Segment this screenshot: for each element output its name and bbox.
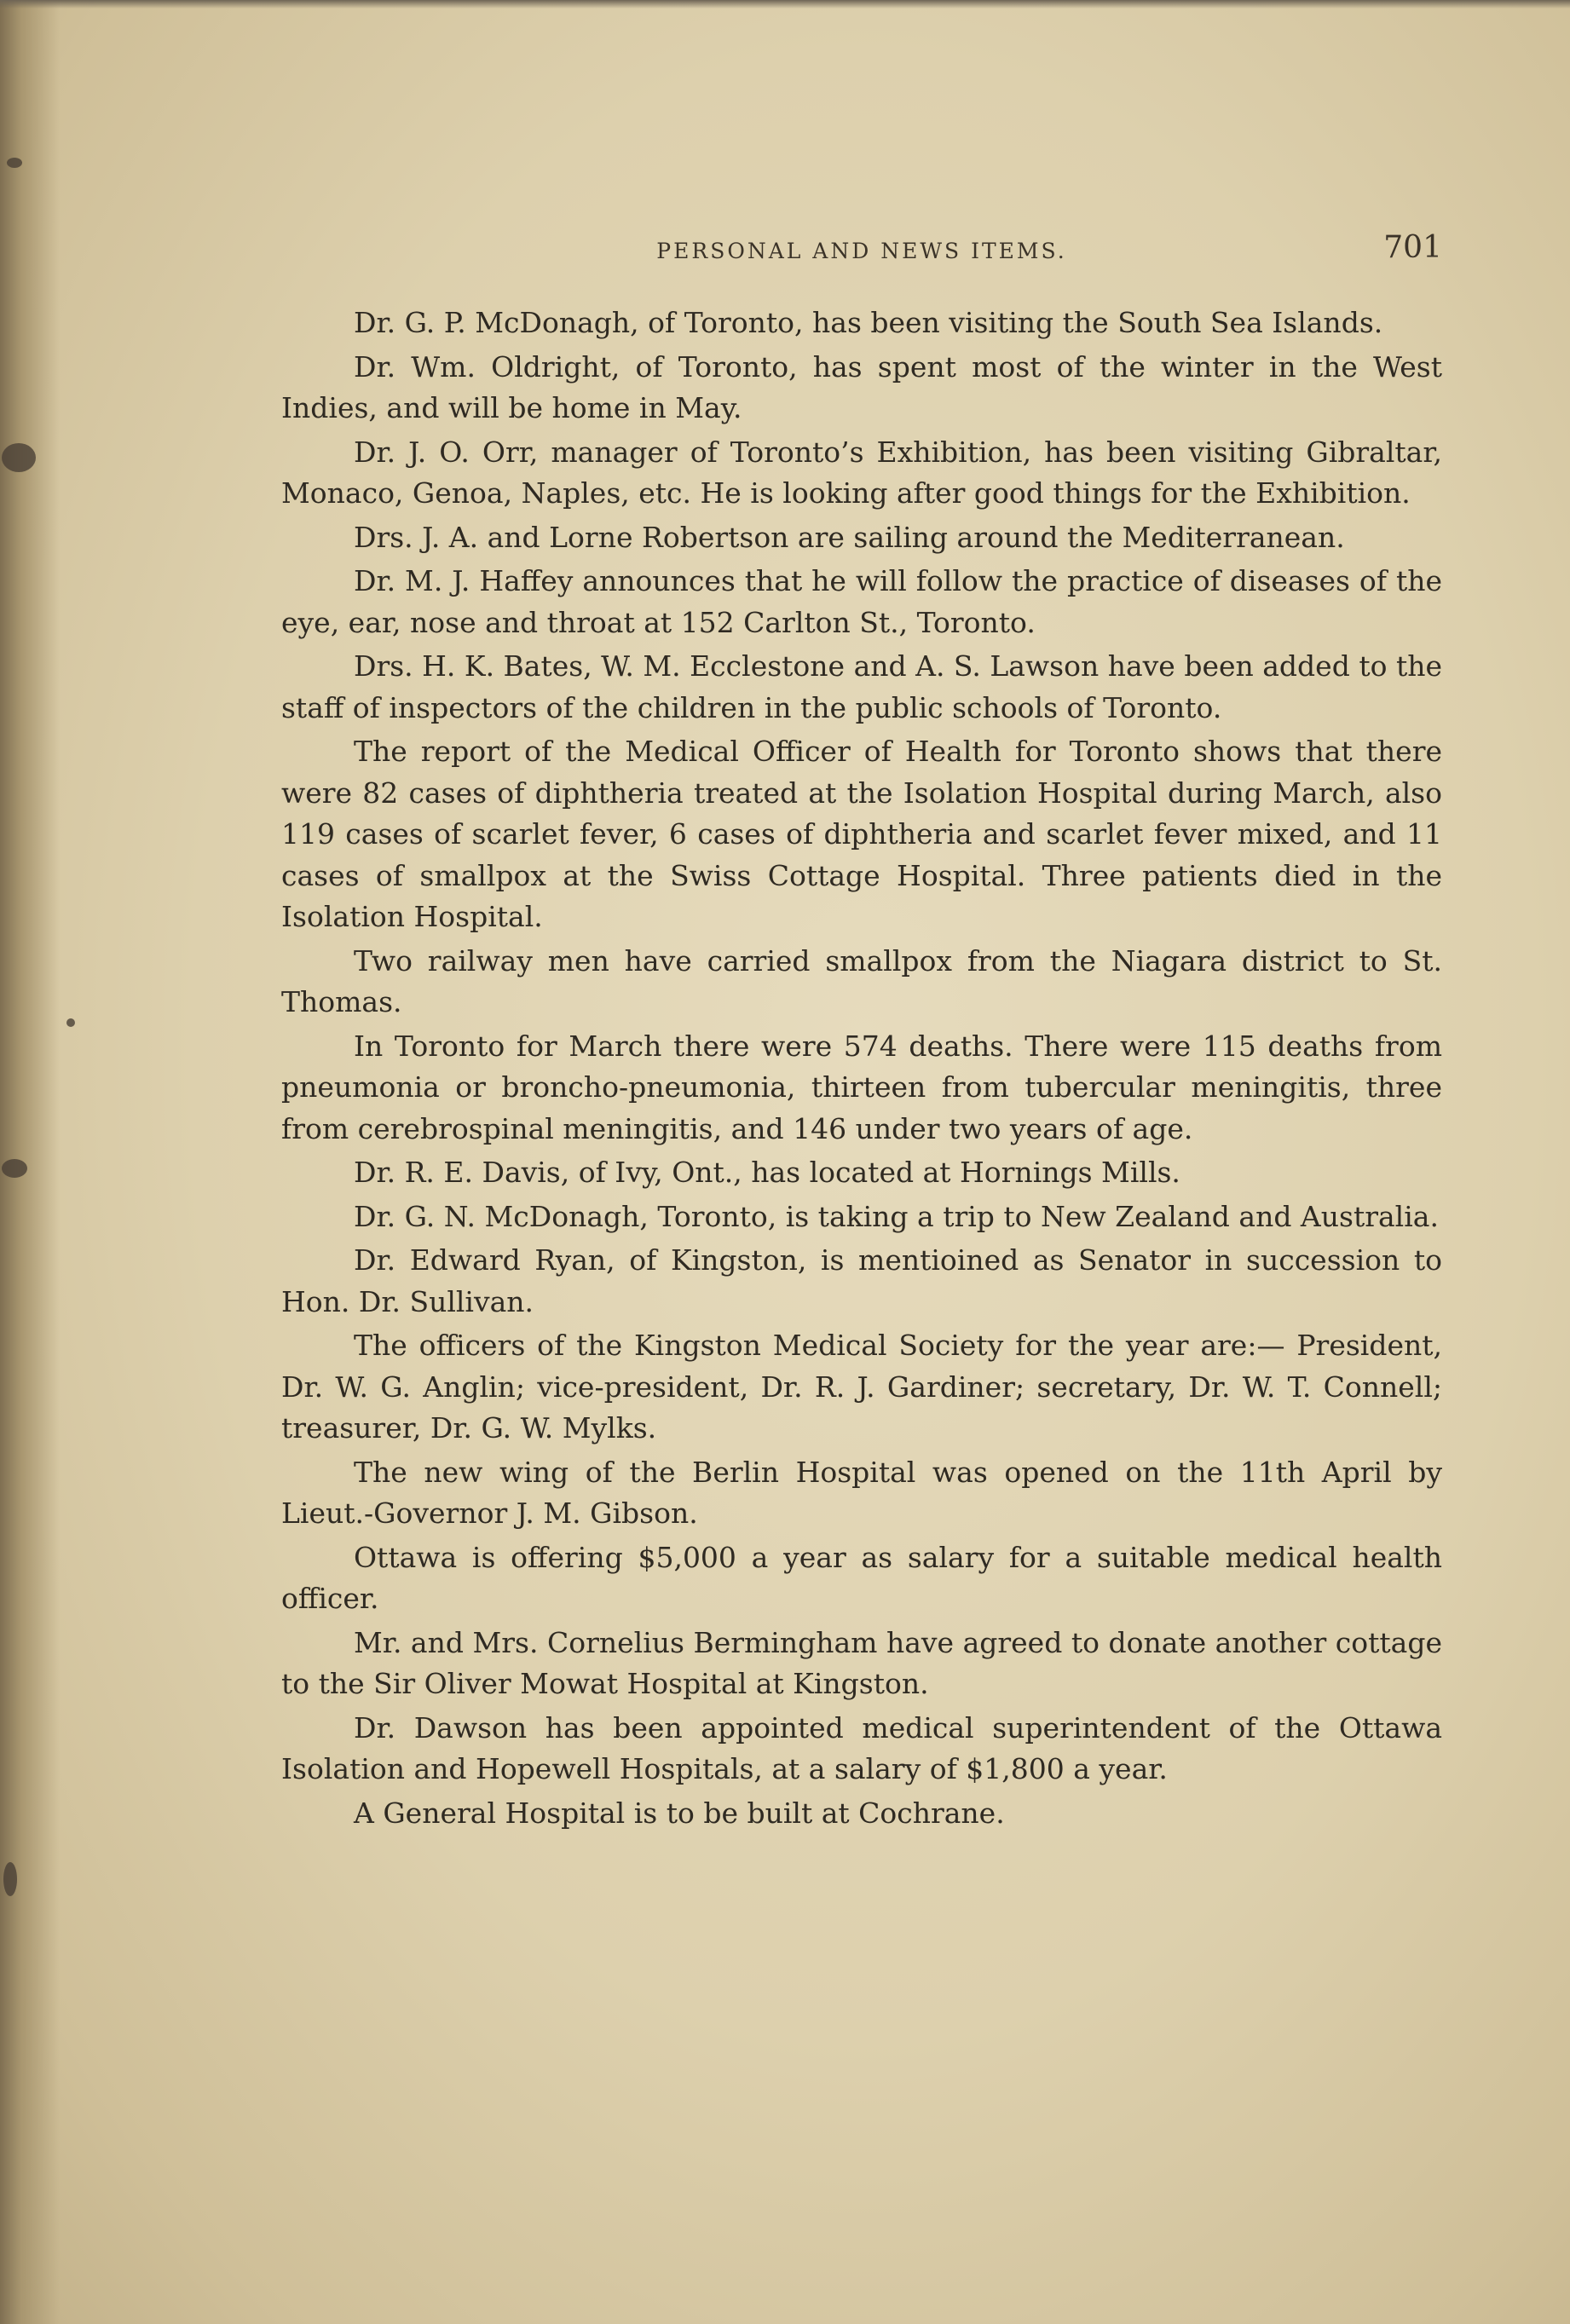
page-number: 701 bbox=[1383, 230, 1442, 265]
news-item: Ottawa is offering $5,000 a year as salary for a suitable medical health officer. bbox=[281, 1540, 1442, 1615]
news-item: Drs. H. K. Bates, W. M. Ecclestone and A. S. Lawson have been added to the staff of inspectors of the children in the public schools of Toronto. bbox=[281, 649, 1442, 724]
news-item: Dr. J. O. Orr, manager of Toronto’s Exhibition, has been visiting Gibraltar, Monaco, Genoa, Naples, etc. He is looking after good things for the Exhibition. bbox=[281, 435, 1442, 510]
margin-blemish bbox=[2, 443, 36, 472]
margin-blemish bbox=[66, 1018, 75, 1027]
news-item: Dr. Dawson has been appointed medical superintendent of the Ottawa Isolation and Hopewell Hospitals, at a salary of $1,800 a year. bbox=[281, 1710, 1442, 1785]
news-item: The report of the Medical Officer of Health for Toronto shows that there were 82 cases of diphtheria treated at the Isolation Hospital during March, also 119 cases of scarlet fever, 6 cases of diphtheria and scarlet fever mixed, and 11 cases of smallpox at the Swiss Cottage Hospital. Three patients died in the Isolation Hospital. bbox=[281, 735, 1442, 933]
news-item: The new wing of the Berlin Hospital was opened on the 11th April by Lieut.-Governor J. M. Gibson. bbox=[281, 1455, 1442, 1530]
news-item: Dr. Wm. Oldright, of Toronto, has spent most of the winter in the West Indies, and will be home in May. bbox=[281, 349, 1442, 424]
running-title: PERSONAL AND NEWS ITEMS. bbox=[656, 239, 1067, 263]
running-head bbox=[281, 228, 1442, 271]
news-item: Two railway men have carried smallpox from the Niagara district to St. Thomas. bbox=[281, 943, 1442, 1018]
news-item: Dr. Edward Ryan, of Kingston, is mentioined as Senator in succession to Hon. Dr. Sullivan. bbox=[281, 1243, 1442, 1318]
news-item: Dr. G. P. McDonagh, of Toronto, has been visiting the South Sea Islands. bbox=[354, 306, 1383, 339]
news-item: In Toronto for March there were 574 deaths. There were 115 deaths from pneumonia or broncho-pneumonia, thirteen from tubercular meningitis, three from cerebrospinal meningitis, and 146 under two years of age. bbox=[281, 1029, 1442, 1145]
margin-blemish bbox=[3, 1862, 17, 1896]
news-item: The officers of the Kingston Medical Society for the year are:— President, Dr. W. G. Anglin; vice-president, Dr. R. J. Gardiner; secretary, Dr. W. T. Connell; treasurer, Dr. G. W. Mylks. bbox=[281, 1329, 1442, 1445]
news-item: Drs. J. A. and Lorne Robertson are sailing around the Mediterranean. bbox=[354, 520, 1345, 554]
news-item: Dr. R. E. Davis, of Ivy, Ont., has located at Hornings Mills. bbox=[354, 1156, 1180, 1189]
news-items-text bbox=[281, 303, 1442, 1837]
margin-blemish bbox=[2, 1159, 27, 1178]
news-item: Dr. G. N. McDonagh, Toronto, is taking a trip to New Zealand and Australia. bbox=[354, 1199, 1439, 1233]
news-item: A General Hospital is to be built at Cochrane. bbox=[354, 1796, 1005, 1830]
news-item: Dr. M. J. Haffey announces that he will follow the practice of diseases of the eye, ear, nose and throat at 152 Carlton St., Toronto. bbox=[281, 564, 1442, 639]
news-item: Mr. and Mrs. Cornelius Bermingham have agreed to donate another cottage to the Sir Oliver Mowat Hospital at Kingston. bbox=[281, 1625, 1442, 1700]
margin-blemish bbox=[7, 158, 22, 168]
